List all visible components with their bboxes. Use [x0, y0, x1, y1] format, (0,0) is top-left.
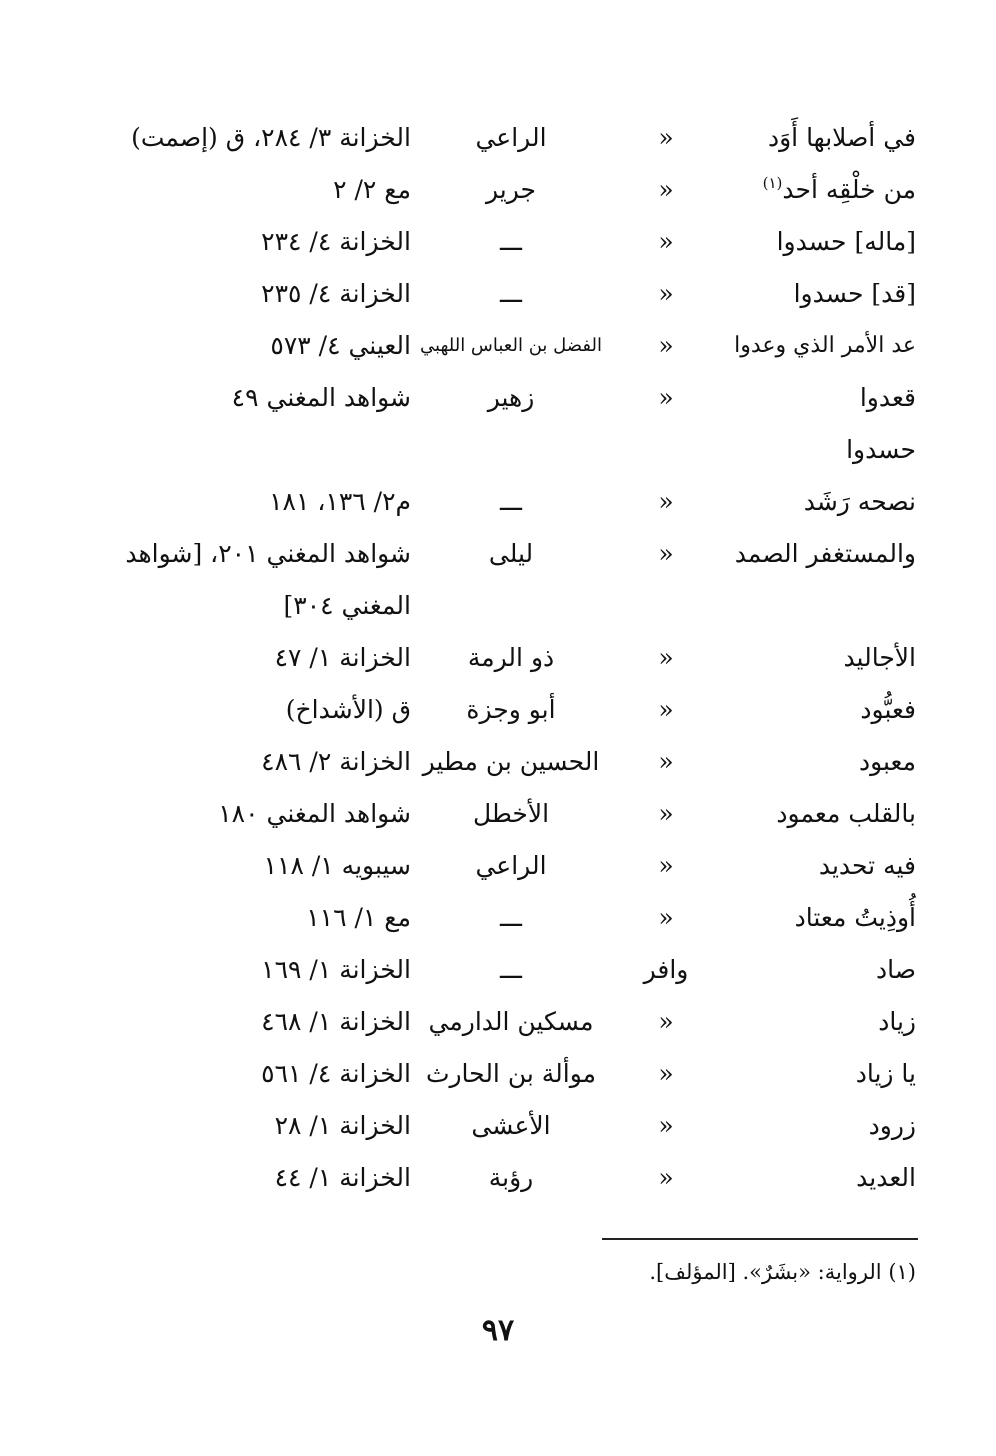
verse-end: فعبُّود: [860, 695, 916, 724]
table-row: [76, 632, 916, 684]
meter: «: [658, 1007, 674, 1036]
verse-index-table: [76, 112, 916, 1204]
reference: الخزانة ١/ ١٦٩: [261, 955, 411, 984]
verse-end: صاد: [876, 955, 916, 984]
poet: ـــ: [500, 227, 522, 256]
table-row: [76, 216, 916, 268]
poet: الحسين بن مطير: [422, 747, 600, 776]
meter: «: [658, 227, 674, 256]
table-row: [76, 788, 916, 840]
poet: ـــ: [500, 279, 522, 308]
poet: الأعشى: [471, 1111, 551, 1140]
reference: ق (الأشداخ): [285, 695, 411, 724]
table-row: [76, 1048, 916, 1100]
verse-end: والمستغفر الصمد: [734, 539, 916, 568]
reference: سيبويه ١/ ١١٨: [263, 851, 411, 880]
verse-end: معبود: [858, 747, 916, 776]
poet: رؤبة: [488, 1163, 534, 1192]
reference: الخزانة ١/ ٢٨: [274, 1111, 411, 1140]
verse-end: حسدوا: [846, 435, 916, 464]
verse-end: الأجاليد: [843, 643, 916, 672]
verse-end: نصحه رَشَد: [803, 487, 916, 516]
poet: الفضل بن العباس اللهبي: [420, 335, 602, 356]
reference: الخزانة ١/ ٤٧: [274, 643, 411, 672]
verse-end: [قد] حسدوا: [793, 279, 916, 308]
reference: الخزانة ٢/ ٤٨٦: [261, 747, 411, 776]
table-row: [76, 268, 916, 320]
poet: ـــ: [500, 903, 522, 932]
table-row: [76, 1152, 916, 1204]
verse-end: فيه تحديد: [818, 851, 916, 880]
reference: العيني ٤/ ٥٧٣: [270, 331, 411, 360]
meter: «: [658, 279, 674, 308]
reference: شواهد المغني ٤٩: [231, 383, 411, 412]
table-row: [76, 840, 916, 892]
meter: «: [658, 851, 674, 880]
verse-end: قعدوا: [859, 383, 916, 412]
reference: الخزانة ٣/ ٢٨٤، ق (إصمت): [131, 123, 411, 152]
meter: «: [658, 747, 674, 776]
meter: «: [658, 799, 674, 828]
table-row: [76, 944, 916, 996]
footnote-marker: (١): [762, 174, 783, 192]
poet: مسكين الدارمي: [428, 1007, 594, 1036]
reference: الخزانة ٤/ ٥٦١: [261, 1059, 411, 1088]
table-row: [76, 684, 916, 736]
reference: الخزانة ٤/ ٢٣٤: [261, 227, 411, 256]
footnote: (١) الرواية: «بشَرٌ». [المؤلف].: [649, 1260, 916, 1284]
poet: جرير: [486, 175, 536, 204]
reference: شواهد المغني ٢٠١، [شواهد المغني ٣٠٤]: [125, 539, 411, 620]
verse-end: عد الأمر الذي وعدوا: [734, 333, 916, 358]
meter: «: [658, 539, 674, 568]
poet: أبو وجزة: [466, 695, 556, 724]
reference: مع ١/ ١١٦: [306, 903, 411, 932]
meter: «: [658, 1163, 674, 1192]
poet: الراعي: [475, 123, 547, 152]
poet: ليلى: [488, 539, 534, 568]
table-row: [76, 164, 916, 216]
meter: وافر: [643, 955, 689, 984]
poet: ـــ: [500, 955, 522, 984]
meter: «: [658, 903, 674, 932]
meter: «: [658, 383, 674, 412]
table-row: [76, 112, 916, 164]
poet: الأخطل: [472, 799, 550, 828]
table-row: [76, 736, 916, 788]
table-row: [76, 424, 916, 476]
meter: «: [658, 487, 674, 516]
meter: «: [658, 1111, 674, 1140]
reference: شواهد المغني ١٨٠: [218, 799, 411, 828]
verse-end: بالقلب معمود: [776, 799, 916, 828]
verse-text: من خلْقِه أحد: [782, 175, 916, 204]
page-number: ٩٧: [481, 1313, 515, 1348]
poet: موألة بن الحارث: [425, 1059, 597, 1088]
verse-end: أُوذِيتُ معتاد: [794, 903, 916, 932]
verse-end: في أصلابها أَوَد: [767, 123, 916, 152]
verse-end: زياد: [878, 1007, 916, 1036]
verse-end: [696, 164, 916, 216]
reference: الخزانة ١/ ٤٦٨: [261, 1007, 411, 1036]
table-row: [76, 320, 916, 372]
meter: «: [658, 695, 674, 724]
verse-end: [ماله] حسدوا: [776, 227, 916, 256]
meter: «: [658, 331, 674, 360]
reference: الخزانة ١/ ٤٤: [274, 1163, 411, 1192]
table-row: [76, 528, 916, 632]
verse-end: العديد: [856, 1163, 916, 1192]
meter: «: [658, 123, 674, 152]
table-row: [76, 892, 916, 944]
table-row: [76, 476, 916, 528]
footnote-divider: [602, 1238, 918, 1240]
table-row: [76, 1100, 916, 1152]
poet: زهير: [487, 383, 535, 412]
verse-end: يا زياد: [855, 1059, 916, 1088]
table-row: [76, 372, 916, 424]
reference: مع ٢/ ٢: [333, 175, 411, 204]
table-row: [76, 996, 916, 1048]
verse-end: زرود: [868, 1111, 916, 1140]
poet: ذو الرمة: [467, 643, 555, 672]
meter: «: [658, 1059, 674, 1088]
meter: «: [658, 643, 674, 672]
meter: «: [658, 175, 674, 204]
poet: ـــ: [500, 487, 522, 516]
reference: الخزانة ٤/ ٢٣٥: [261, 279, 411, 308]
poet: الراعي: [475, 851, 547, 880]
reference: م٢/ ١٣٦، ١٨١: [269, 487, 411, 516]
